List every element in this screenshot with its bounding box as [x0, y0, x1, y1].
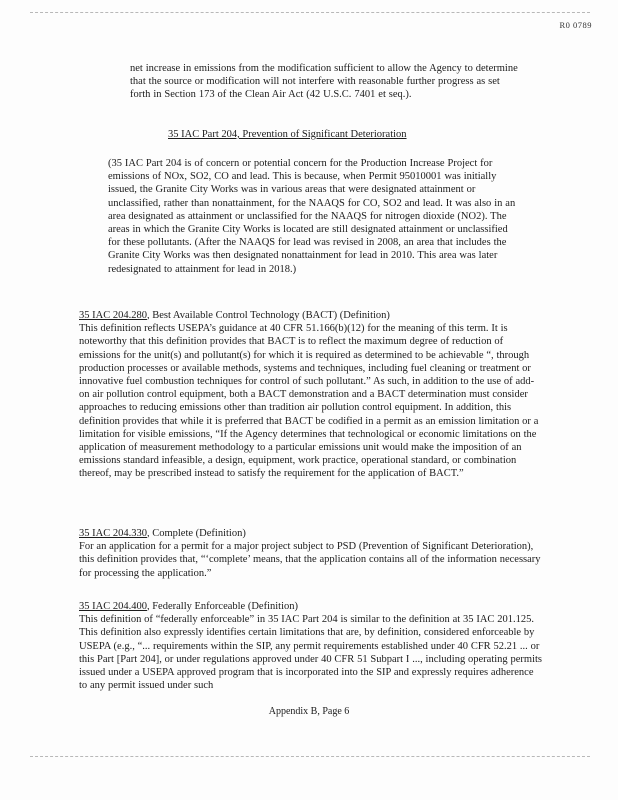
definition-heading — [79, 309, 543, 322]
definition-body: This definition of “federally enforceable” in 35 IAC Part 204 is similar to the definition at 35 IAC 201.125. This definition also expressly identifies certain limitations that are, by definition, considered enforceable by USEPA (e.g., “... requirements within the SIP, any permit requirements established under 40 CFR 52.21 ... or this Part [Part 204], or under regulations approved under 40 CFR 51 Subpart I ..., including operating permits issued under a USEPA approved program that is incorporated into the SIP and expressly requires adherence to any permit issued under such — [79, 614, 542, 692]
part204-heading: 35 IAC Part 204, Prevention of Significant Deterioration — [168, 129, 407, 140]
definition-heading — [79, 527, 543, 540]
definition-bact — [79, 309, 543, 481]
definition-body: This definition reflects USEPA’s guidance at 40 CFR 51.166(b)(12) for the meaning of this term. It is noteworthy that this definition provides that BACT is to reflect the maximum degree of reduction of emissions for the unit(s) and pollutant(s) for which it is required as determined to be achievable “, through production processes or available methods, systems and techniques, including fuel cleaning or treatment or innovative fuel combustion techniques for control of such pollutant.” As such, in addition to the use of add-on air pollution control equipment, both a BACT demonstration and a BACT determination must consider approaches to reducing emissions other than tradition air pollution control equipment. In addition, this definition provides that while it is preferred that BACT be codified in a permit as an emission limitation or a limitation for visible emissions, “If the Agency determines that technological or economic limitations on the application of measurement methodology to a particular emissions unit would make the imposition of an emissions standard infeasible, a design, equipment, work practice, operational standard, or combination thereof, may be prescribed instead to satisfy the requirement for the application of BACT.” — [79, 323, 539, 480]
definition-title: , Best Available Control Technology (BACT) (Definition) — [146, 310, 390, 321]
definition-title: , Federally Enforceable (Definition) — [146, 601, 298, 612]
page-footer: Appendix B, Page 6 — [268, 706, 350, 717]
definition-ref: 35 IAC 204.280 — [79, 310, 147, 321]
definition-ref: 35 IAC 204.400 — [79, 601, 147, 612]
document-number: R0 0789 — [559, 20, 592, 30]
definition-federally-enforceable — [79, 600, 543, 692]
definition-ref: 35 IAC 204.330 — [79, 528, 147, 539]
intro-paragraph: net increase in emissions from the modification sufficient to allow the Agency to determine that the source or modification will not interfere with reasonable further progress as set forth in Section 173 of the Clean Air Act (42 U.S.C. 7401 et seq.). — [130, 63, 518, 101]
bottom-scan-border — [30, 756, 590, 757]
top-scan-border — [30, 12, 590, 13]
definition-heading — [79, 600, 543, 613]
part204-paragraph: (35 IAC Part 204 is of concern or potential concern for the Production Increase Project for emissions of NOx, SO2, CO and lead. This is because, when Permit 95010001 was initially issued, the Granite City Works was in various areas that were designated attainment or unclassified, rather than nonattainment, for the NAAQS for CO, SO2 and lead. It was also in an area designated as attainment or unclassified for the NAAQS for nitrogen dioxide (NO2). The areas in which the Granite City Works is located are still designated attainment or unclassified for these pollutants. (After the NAAQS for lead was revised in 2008, an area that includes the Granite City Works was then designated nonattainment for lead in 2010. This area was later redesignated to attainment for lead in 2018.) — [108, 158, 516, 275]
definition-body: For an application for a permit for a major project subject to PSD (Prevention of Significant Deterioration), this definition provides that, “‘complete’ means, that the application contains all of the information necessary for processing the application.” — [79, 541, 541, 579]
definition-title: , Complete (Definition) — [146, 528, 246, 539]
definition-complete — [79, 527, 543, 580]
